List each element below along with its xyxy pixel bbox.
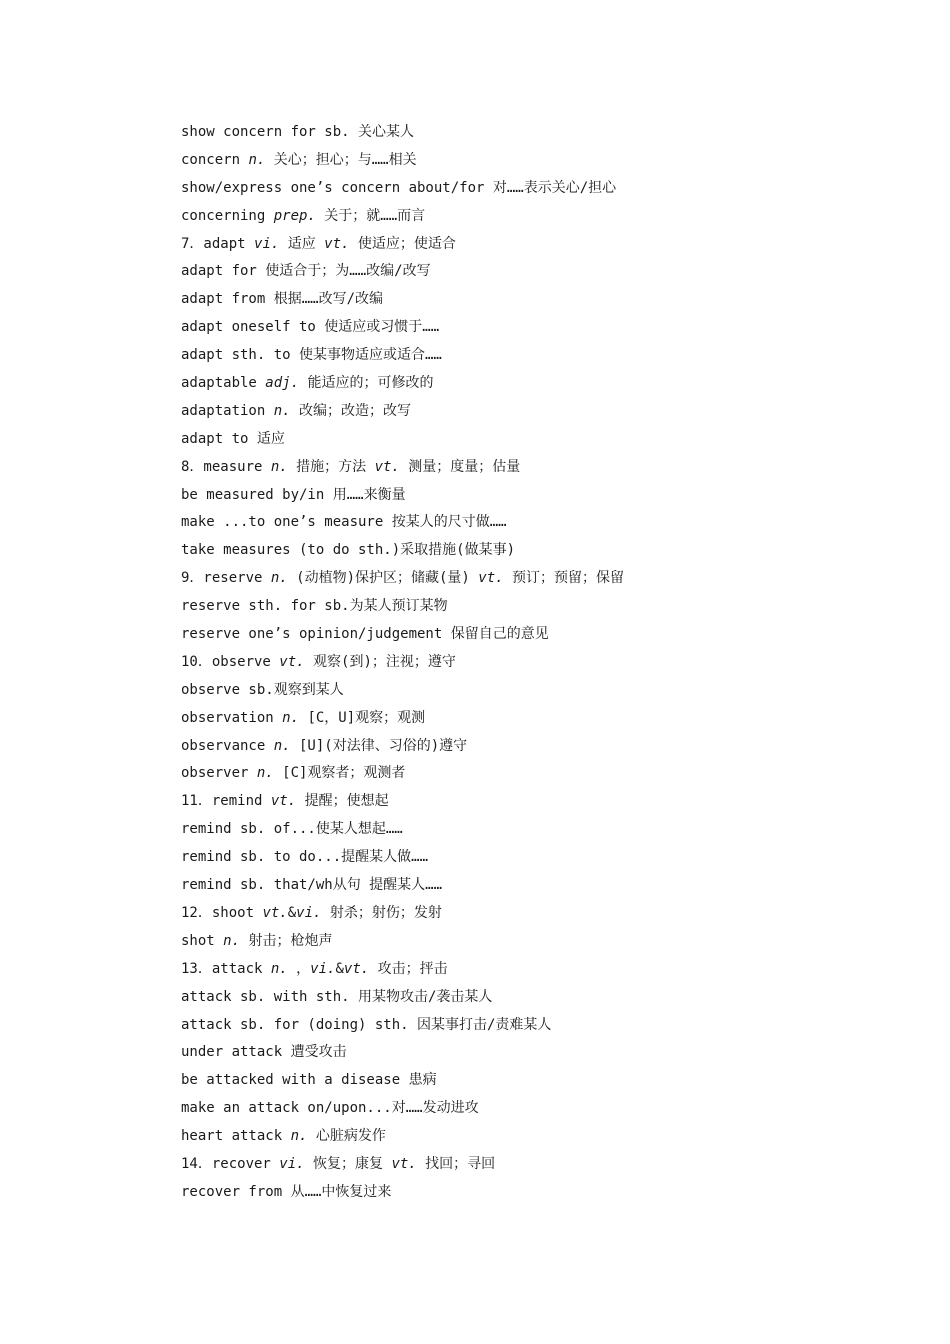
line-text: make ...to one’s measure 按某人的尺寸做…… <box>181 514 507 531</box>
part-of-speech: vi. <box>254 235 280 252</box>
line-text: 找回；寻回 <box>416 1155 496 1172</box>
part-of-speech: n. <box>273 737 291 754</box>
vocab-line <box>181 426 881 454</box>
vocab-line <box>181 509 881 537</box>
vocab-line <box>181 398 881 426</box>
line-text: adapt from 根据……改写/改编 <box>181 291 384 308</box>
part-of-speech: vt. <box>374 458 400 475</box>
part-of-speech: vt. <box>270 793 297 810</box>
vocab-line <box>181 788 881 816</box>
part-of-speech: n. <box>273 402 291 419</box>
line-text: concern <box>181 151 249 168</box>
line-text: 10．observe <box>181 653 280 670</box>
line-text: remind sb. to do...提醒某人做…… <box>181 849 429 866</box>
line-text: reserve sth. for sb.为某人预订某物 <box>181 598 448 615</box>
line-text: be measured by/in 用……来衡量 <box>181 486 406 503</box>
vocab-line <box>181 147 881 175</box>
line-text: take measures (to do sth.)采取措施(做某事) <box>181 542 516 559</box>
part-of-speech: vt. <box>391 1155 417 1172</box>
vocab-line <box>181 1067 881 1095</box>
line-text: adaptable <box>181 375 266 392</box>
line-text: 关于；就……而言 <box>315 207 426 224</box>
line-text: recover from 从……中恢复过来 <box>181 1183 392 1200</box>
line-text: 措施；方法 <box>287 458 375 475</box>
part-of-speech: vi. <box>296 904 322 921</box>
line-text: 射杀；射伤；发射 <box>321 904 442 921</box>
line-text: concerning <box>181 207 274 224</box>
line-text: under attack 遭受攻击 <box>181 1044 347 1061</box>
line-text: 测量；度量；估量 <box>399 458 521 475</box>
vocab-line <box>181 649 881 677</box>
vocab-line <box>181 705 881 733</box>
vocab-line <box>181 1039 881 1067</box>
line-text: 12．shoot <box>181 904 263 921</box>
vocab-line <box>181 1179 881 1207</box>
line-text: attack sb. with sth. 用某物攻击/袭击某人 <box>181 988 493 1005</box>
vocab-line <box>181 342 881 370</box>
line-text: 恢复；康复 <box>304 1155 392 1172</box>
vocab-line <box>181 872 881 900</box>
part-of-speech: vt. <box>279 653 305 670</box>
line-text: remind sb. that/wh从句 提醒某人…… <box>181 877 443 894</box>
line-text: make an attack on/upon...对……发动进攻 <box>181 1100 479 1117</box>
part-of-speech: n. <box>290 1128 308 1145</box>
line-text: 攻击；抨击 <box>369 960 448 977</box>
vocab-line <box>181 1012 881 1040</box>
line-text: & <box>335 960 344 977</box>
line-text: shot <box>181 932 224 949</box>
part-of-speech: n. <box>256 765 274 782</box>
vocab-line <box>181 1095 881 1123</box>
line-text: [C，U]观察；观测 <box>299 709 426 726</box>
line-text: adapt sth. to 使某事物适应或适合…… <box>181 347 442 364</box>
line-text: adapt for 使适合于；为……改编/改写 <box>181 263 431 280</box>
line-text: 7．adapt <box>181 235 255 252</box>
line-text: 使适应；使适合 <box>349 235 456 252</box>
vocab-line <box>181 760 881 788</box>
line-text: 能适应的；可修改的 <box>299 375 434 392</box>
line-text: adapt oneself to 使适应或习惯于…… <box>181 319 440 336</box>
line-text: 14．recover <box>181 1155 280 1172</box>
line-text: remind sb. of...使某人想起…… <box>181 821 403 838</box>
vocab-line <box>181 482 881 510</box>
line-text: show/express one’s concern about/for 对……表示关心/担心 <box>181 179 617 196</box>
line-text: 适应 <box>279 235 325 252</box>
line-text: 改编；改造；改写 <box>290 402 412 419</box>
line-text: heart attack <box>181 1128 291 1145</box>
line-text: 9．reserve <box>181 570 271 587</box>
line-text: adapt to 适应 <box>181 430 285 447</box>
part-of-speech: vi. <box>310 960 336 977</box>
vocab-line <box>181 956 881 984</box>
vocab-line <box>181 119 881 147</box>
vocab-line <box>181 314 881 342</box>
part-of-speech: n. <box>270 960 288 977</box>
vocab-line <box>181 844 881 872</box>
vocab-line <box>181 175 881 203</box>
line-text: 关心；担心；与……相关 <box>265 151 417 168</box>
vocab-line <box>181 677 881 705</box>
part-of-speech: vt. <box>478 570 504 587</box>
vocab-line <box>181 928 881 956</box>
vocab-line <box>181 816 881 844</box>
line-text: observation <box>181 709 283 726</box>
line-text: 提醒；使想起 <box>296 793 389 810</box>
line-text: attack sb. for (doing) sth. 因某事打击/责难某人 <box>181 1016 552 1033</box>
vocab-line <box>181 231 881 259</box>
line-text: show concern for sb. 关心某人 <box>181 124 415 140</box>
line-text: adaptation <box>181 402 274 419</box>
vocab-line <box>181 565 881 593</box>
line-text: observe sb.观察到某人 <box>181 681 344 698</box>
vocab-line <box>181 900 881 928</box>
line-text: 8．measure <box>181 458 271 475</box>
vocab-line <box>181 286 881 314</box>
vocab-line <box>181 621 881 649</box>
part-of-speech: adj. <box>265 375 300 392</box>
part-of-speech: vt. <box>262 904 288 921</box>
vocab-line <box>181 203 881 231</box>
line-text: (动植物)保护区；储藏(量) <box>287 570 479 587</box>
part-of-speech: vi. <box>279 1155 305 1172</box>
vocab-line <box>181 1123 881 1151</box>
line-text: observer <box>181 765 257 782</box>
part-of-speech: vt. <box>343 960 370 977</box>
line-text: 预订；预留；保留 <box>503 570 625 587</box>
line-text: & <box>287 904 297 921</box>
line-text: observance <box>181 737 274 754</box>
line-text: 射击；枪炮声 <box>240 932 333 949</box>
line-text: 11．remind <box>181 793 271 810</box>
part-of-speech: n. <box>270 570 288 587</box>
line-text: 13．attack <box>181 960 271 977</box>
vocab-line <box>181 454 881 482</box>
vocab-line <box>181 258 881 286</box>
part-of-speech: vt. <box>324 235 350 252</box>
line-text: ， <box>287 960 311 977</box>
line-text: [C]观察者；观测者 <box>273 765 406 782</box>
vocab-line <box>181 1151 881 1179</box>
part-of-speech: n. <box>282 709 300 726</box>
line-text: be attacked with a disease 患病 <box>181 1072 437 1089</box>
part-of-speech: n. <box>223 932 241 949</box>
vocab-line <box>181 593 881 621</box>
vocab-line <box>181 733 881 761</box>
vocab-line <box>181 370 881 398</box>
line-text: 观察(到)；注视；遵守 <box>304 653 456 670</box>
part-of-speech: n. <box>270 458 288 475</box>
part-of-speech: prep. <box>273 207 316 224</box>
vocab-line <box>181 537 881 565</box>
line-text: 心脏病发作 <box>307 1128 386 1145</box>
part-of-speech: n. <box>248 151 266 168</box>
line-text: [U](对法律、习俗的)遵守 <box>290 737 468 754</box>
vocab-line <box>181 984 881 1012</box>
line-text: reserve one’s opinion/judgement 保留自己的意见 <box>181 626 549 643</box>
vocabulary-list <box>181 119 881 1207</box>
